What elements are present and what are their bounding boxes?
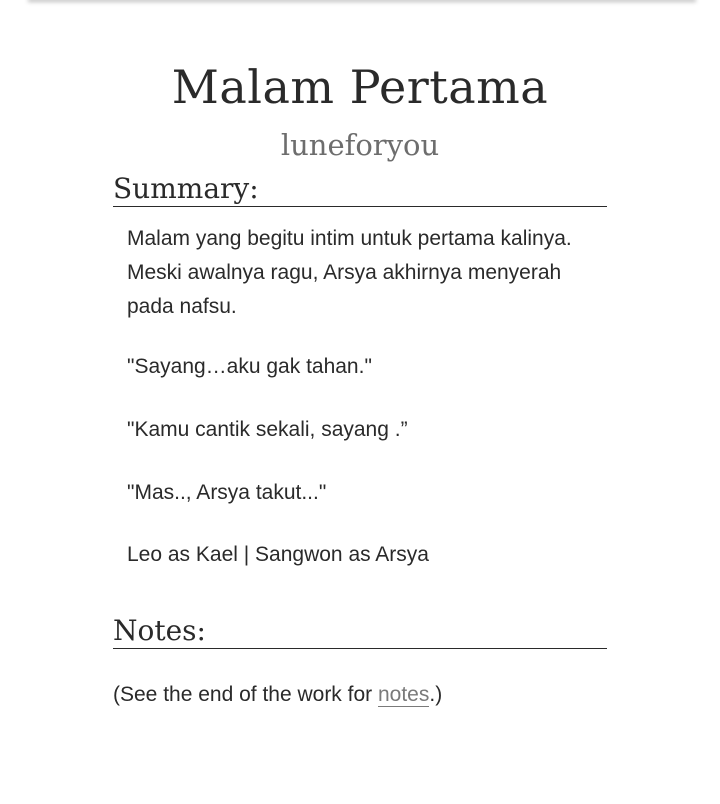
notes-heading: Notes: [113,614,607,649]
summary-paragraph: Malam yang begitu intim untuk pertama kalinya. Meski awalnya ragu, Arsya akhirnya menyerah pada nafsu. [127,227,572,318]
notes-text [113,678,442,712]
summary-paragraph: Leo as Kael | Sangwon as Arsya [127,543,429,566]
summary-paragraph: "Mas.., Arsya takut..." [127,481,327,504]
summary-paragraph: "Sayang…aku gak tahan." [127,355,372,378]
notes-text-before: (See the end of the work for [113,683,378,706]
work-title: Malam Pertama [171,60,549,114]
author-link[interactable]: luneforyou [280,128,440,162]
notes-text-after: .) [429,683,443,706]
summary-paragraph: "Kamu cantik sekali, sayang .” [127,418,408,441]
notes-link[interactable]: notes [377,683,430,706]
summary-heading: Summary: [113,172,607,207]
